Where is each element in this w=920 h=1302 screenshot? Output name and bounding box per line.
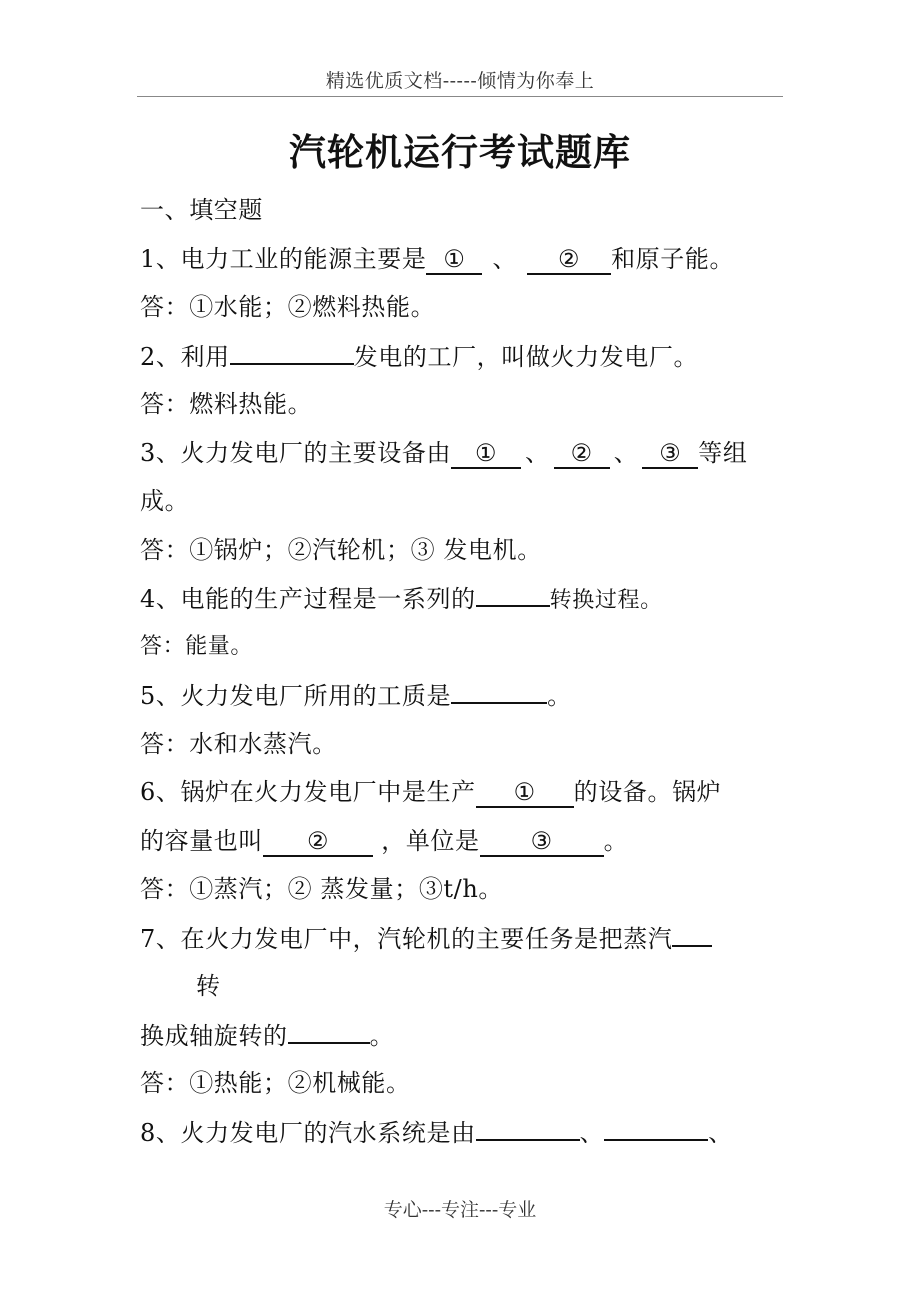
header-divider xyxy=(137,96,783,97)
blank-1-2: ② xyxy=(527,242,611,275)
question-4: 4、电能的生产过程是一系列的 转换过程。 xyxy=(140,574,785,623)
question-3-continuation: 成。 xyxy=(140,487,190,515)
blank-4 xyxy=(476,574,550,607)
document-title: 汽轮机运行考试题库 xyxy=(289,130,631,174)
blank-6-3: ③ xyxy=(480,824,604,857)
blank-8-2 xyxy=(604,1108,708,1141)
answer-4: 答：能量。 xyxy=(140,633,254,659)
answer-5: 答：水和水蒸汽。 xyxy=(140,729,337,758)
document-body xyxy=(140,186,785,1156)
page-footer: 专心---专注---专业 xyxy=(383,1199,537,1221)
question-2: 2、利用 发电的工厂，叫做火力发电厂。 xyxy=(140,332,785,381)
blank-3-2: ② xyxy=(554,436,610,469)
page-header: 精选优质文档-----倾情为你奉上 xyxy=(325,70,595,92)
section-heading: 一、填空题 xyxy=(140,196,263,224)
question-3: 3、火力发电厂的主要设备由 ① 、 ② 、 ③ 等组 xyxy=(140,429,785,478)
answer-3: 答：①锅炉；②汽轮机；③ 发电机。 xyxy=(140,535,542,564)
blank-2 xyxy=(230,332,354,365)
blank-6-2: ② xyxy=(263,824,373,857)
question-5: 5、火力发电厂所用的工质是 。 xyxy=(140,671,785,720)
question-6: 6、锅炉在火力发电厂中是生产 ① 的设备。锅炉 xyxy=(140,768,785,817)
question-1: 1、电力工业的能源主要是 ① 、 ② 和原子能。 xyxy=(140,235,785,284)
answer-1: 答：①水能；②燃料热能。 xyxy=(140,293,436,321)
blank-7-2 xyxy=(288,1011,370,1044)
question-8: 8、火力发电厂的汽水系统是由 、 、 xyxy=(140,1108,785,1157)
question-6-line-2: 的容量也叫 ② ，单位是 ③ 。 xyxy=(140,817,785,866)
blank-5 xyxy=(451,671,547,704)
answer-2: 答：燃料热能。 xyxy=(140,390,313,418)
blank-3-1: ① xyxy=(451,436,521,469)
answer-7: 答：①热能；②机械能。 xyxy=(140,1069,411,1097)
blank-7-1 xyxy=(672,914,712,947)
blank-1-1: ① xyxy=(426,242,482,275)
answer-6: 答：①蒸汽；② 蒸发量；③t/h。 xyxy=(140,875,504,903)
question-7-wrap: 转 xyxy=(196,972,221,1000)
blank-6-1: ① xyxy=(476,775,574,808)
blank-8-1 xyxy=(476,1108,580,1141)
question-7-line-3: 换成轴旋转的 。 xyxy=(140,1011,785,1060)
blank-3-3: ③ xyxy=(642,436,698,469)
question-7: 7、在火力发电厂中，汽轮机的主要任务是把蒸汽 xyxy=(140,914,785,963)
